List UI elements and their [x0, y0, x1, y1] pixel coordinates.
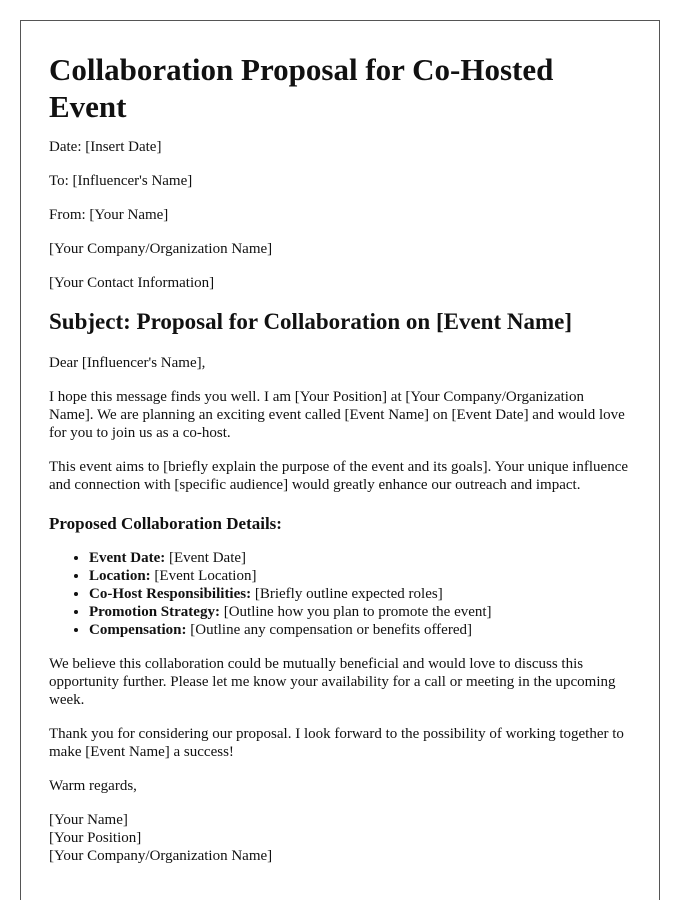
list-item [89, 621, 631, 639]
purpose-paragraph: This event aims to [briefly explain the purpose of the event and its goals]. Your unique influence and connection with [specific audience] would greatly enhance our outreach and impact. [49, 459, 629, 493]
list-item [89, 603, 631, 621]
signature-block [49, 811, 631, 865]
detail-label: Promotion Strategy: [89, 604, 220, 620]
detail-value: [Outline any compensation or benefits offered] [186, 622, 472, 638]
detail-label: Compensation: [89, 622, 187, 638]
signature-name: [Your Name] [49, 812, 128, 828]
detail-value: [Outline how you plan to promote the event] [219, 604, 492, 620]
detail-value: [Event Date] [165, 550, 247, 566]
detail-label: Location: [89, 568, 151, 584]
detail-value: [Event Location] [150, 568, 257, 584]
signature-position: [Your Position] [49, 830, 142, 846]
detail-value: [Briefly outline expected roles] [251, 586, 443, 602]
greeting: Dear [Influencer's Name], [49, 355, 206, 371]
details-heading: Proposed Collaboration Details: [49, 514, 282, 533]
letter-header [49, 138, 631, 292]
subject-heading: Subject: Proposal for Collaboration on [Event Name] [49, 309, 573, 334]
thanks-paragraph: Thank you for considering our proposal. I look forward to the possibility of working together to make [Event Name] a success! [49, 726, 624, 760]
date-line: Date: [Insert Date] [49, 139, 162, 155]
document-title: Collaboration Proposal for Co-Hosted Event [49, 52, 554, 124]
details-list [49, 549, 631, 639]
signature-company: [Your Company/Organization Name] [49, 848, 273, 864]
contact-line: [Your Contact Information] [49, 275, 215, 291]
letter-page [20, 20, 660, 900]
list-item [89, 585, 631, 603]
company-line: [Your Company/Organization Name] [49, 241, 273, 257]
detail-label: Co-Host Responsibilities: [89, 586, 252, 602]
regards-line: Warm regards, [49, 778, 137, 794]
detail-label: Event Date: [89, 550, 166, 566]
list-item [89, 567, 631, 585]
from-line: From: [Your Name] [49, 207, 169, 223]
intro-paragraph: I hope this message finds you well. I am [Your Position] at [Your Company/Organization Name]. We are planning an exciting event called [Event Name] on [Event Date] and would love for you to join us as a co-host. [49, 389, 625, 441]
benefit-paragraph: We believe this collaboration could be mutually beneficial and would love to discuss this opportunity further. Please let me know your availability for a call or meeting in the upcoming week. [49, 656, 616, 708]
to-line: To: [Influencer's Name] [49, 173, 193, 189]
list-item [89, 549, 631, 567]
